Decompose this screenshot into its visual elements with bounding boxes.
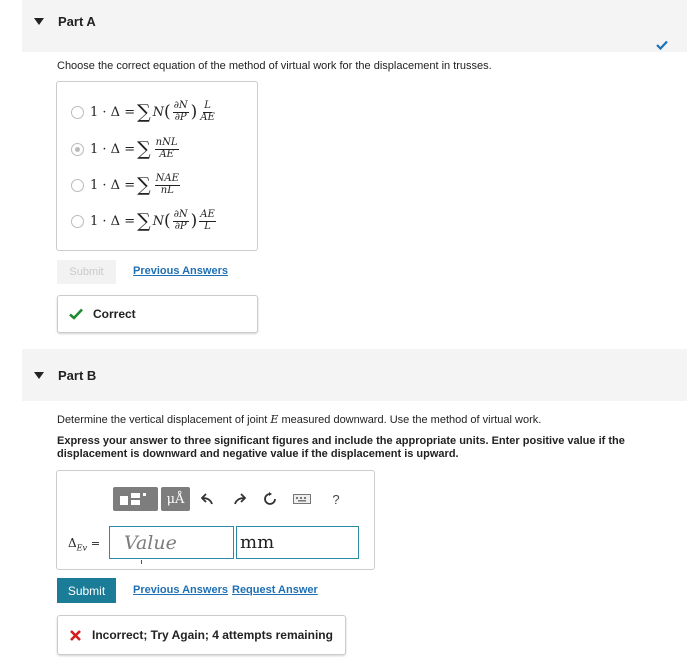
- part-a-previous-answers-link[interactable]: Previous Answers: [133, 265, 228, 277]
- part-b-header[interactable]: [22, 349, 687, 401]
- answer-entry-box: [56, 470, 375, 570]
- radio-button-selected[interactable]: [71, 143, 84, 156]
- choice-4[interactable]: [71, 206, 218, 236]
- value-input[interactable]: [109, 526, 234, 559]
- fraction-numerator: nNL: [155, 137, 178, 148]
- part-b-question: [57, 413, 541, 426]
- part-b-title: Part B: [58, 368, 97, 383]
- formula-factor: N: [152, 104, 165, 120]
- units-input[interactable]: [236, 526, 359, 559]
- joint-variable: E: [270, 413, 279, 426]
- part-a-question: Choose the correct equation of the method of virtual work for the displacement in trusses.: [57, 60, 492, 72]
- fraction-numerator: AE: [200, 209, 215, 220]
- part-a-header[interactable]: [22, 0, 687, 52]
- summation-icon: ∑: [137, 100, 151, 123]
- fraction-denominator: L: [204, 220, 211, 232]
- equals-sign: =: [90, 537, 101, 550]
- summation-icon: ∑: [137, 209, 151, 232]
- answer-subscript: Ev: [76, 543, 88, 553]
- partial-fraction: [173, 101, 189, 123]
- choice-1-formula: [90, 101, 218, 123]
- part-b-instructions: Express your answer to three significant figures and include the appropriate units. Enter positive value if the displacement is downward and negative value if the displacement is upward.: [57, 435, 625, 460]
- choice-4-formula: [90, 210, 218, 232]
- formula-lhs: 1 · Δ =: [90, 104, 136, 120]
- check-icon: [69, 308, 83, 320]
- part-a-complete-check-icon: [656, 40, 668, 50]
- undo-button[interactable]: [197, 487, 219, 511]
- templates-icon: [118, 491, 154, 507]
- x-icon: [70, 630, 81, 641]
- fraction-denominator: ∂P: [174, 111, 187, 123]
- summation-icon: ∑: [137, 137, 151, 160]
- formula-lhs: 1 · Δ =: [90, 177, 136, 193]
- collapse-triangle-icon[interactable]: [34, 18, 44, 25]
- partial-fraction: [173, 210, 189, 232]
- templates-button[interactable]: [113, 487, 158, 511]
- feedback-text: Correct: [93, 307, 136, 321]
- summation-icon: ∑: [137, 173, 151, 196]
- keyboard-icon: [293, 494, 311, 504]
- feedback-text: Incorrect; Try Again; 4 attempts remaining: [92, 628, 333, 642]
- fraction-numerator: ∂N: [173, 209, 188, 220]
- choice-3-formula: [90, 174, 182, 196]
- open-paren: (: [164, 101, 171, 122]
- collapse-triangle-icon[interactable]: [34, 372, 44, 379]
- stiffness-fraction: [199, 210, 216, 232]
- delta-symbol: Δ: [68, 536, 77, 550]
- answer-label: [68, 536, 100, 552]
- formula-factor: N: [152, 213, 165, 229]
- redo-icon: [232, 493, 246, 505]
- choice-2-formula: [90, 138, 181, 160]
- radio-button[interactable]: [71, 215, 84, 228]
- request-answer-link[interactable]: Request Answer: [232, 584, 318, 596]
- fraction-denominator: nL: [160, 184, 174, 196]
- reset-icon: [263, 492, 277, 506]
- close-paren: ): [190, 101, 198, 122]
- part-b-submit-button[interactable]: Submit: [57, 578, 116, 603]
- formula-lhs: 1 · Δ =: [90, 213, 136, 229]
- radio-button[interactable]: [71, 179, 84, 192]
- question-text-end: measured downward. Use the method of virtual work.: [278, 414, 542, 426]
- formula-fraction: [155, 174, 180, 196]
- value-placeholder: Value: [124, 531, 177, 554]
- units-value: mm: [240, 532, 275, 553]
- redo-button[interactable]: [228, 487, 250, 511]
- reset-button[interactable]: [259, 487, 281, 511]
- part-b-feedback: [57, 615, 346, 655]
- fraction-numerator: NAE: [155, 173, 179, 184]
- part-a-feedback: [57, 295, 258, 333]
- part-a-submit-button[interactable]: Submit: [57, 260, 116, 284]
- fraction-numerator: L: [204, 100, 211, 111]
- formula-fraction: [155, 138, 179, 160]
- close-paren: ): [190, 210, 198, 231]
- radio-button[interactable]: [71, 106, 84, 119]
- fraction-denominator: ∂P: [174, 220, 187, 232]
- undo-icon: [201, 493, 215, 505]
- units-button[interactable]: μÅ: [161, 487, 190, 511]
- open-paren: (: [164, 210, 171, 231]
- length-fraction: [199, 101, 216, 123]
- question-text-start: Determine the vertical displacement of joint: [57, 414, 271, 426]
- text-cursor: [141, 560, 142, 564]
- formula-lhs: 1 · Δ =: [90, 141, 136, 157]
- fraction-numerator: ∂N: [173, 100, 188, 111]
- keyboard-button[interactable]: [290, 487, 314, 511]
- choice-3[interactable]: [71, 170, 182, 200]
- fraction-denominator: AE: [159, 148, 174, 160]
- fraction-denominator: AE: [200, 111, 215, 123]
- part-b-previous-answers-link[interactable]: Previous Answers: [133, 584, 228, 596]
- help-button[interactable]: ?: [332, 491, 340, 507]
- part-a-title: Part A: [58, 14, 96, 29]
- answer-choices: [56, 81, 258, 251]
- choice-1[interactable]: [71, 97, 218, 127]
- choice-2[interactable]: [71, 134, 181, 164]
